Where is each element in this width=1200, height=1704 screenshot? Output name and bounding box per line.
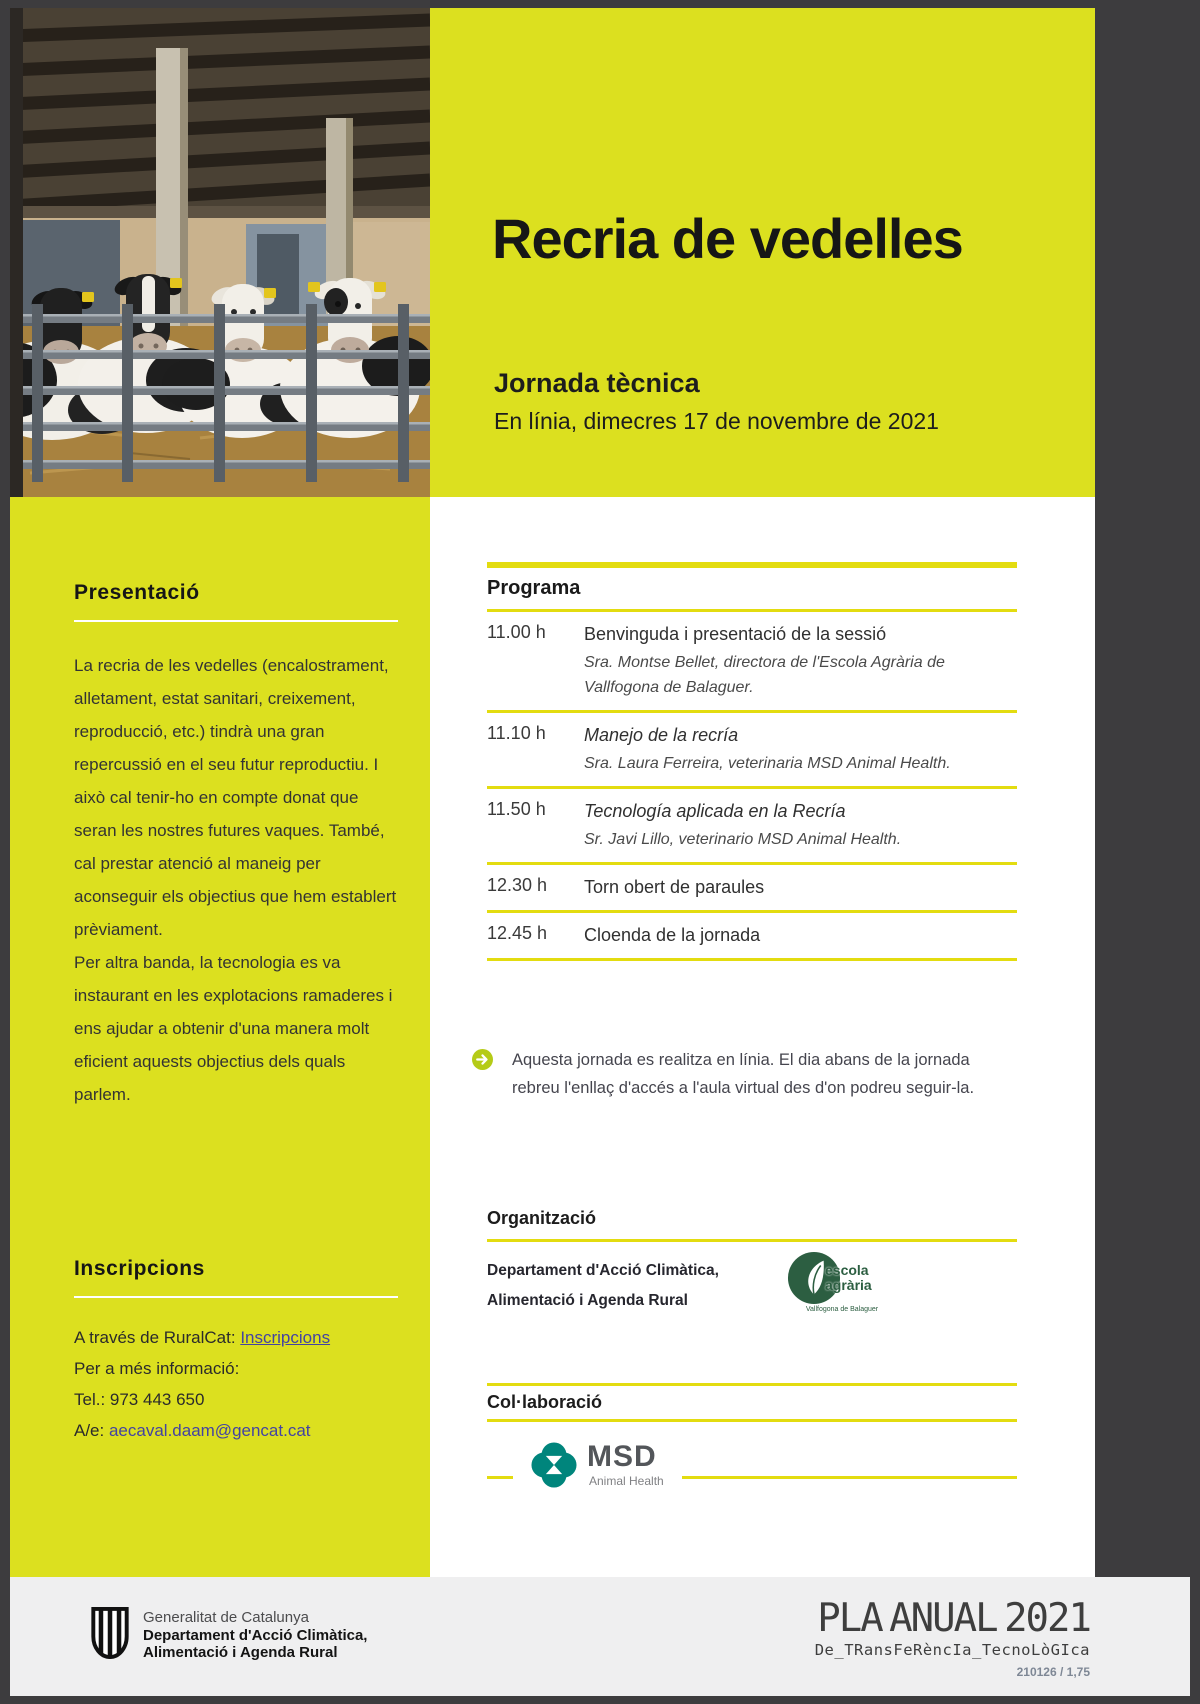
- plan-reference: 210126 / 1,75: [1016, 1665, 1090, 1679]
- plan-subtitle: De_TRansFeRèncIa_TecnoLòGIca: [814, 1641, 1090, 1659]
- event-type: Jornada tècnica: [494, 368, 700, 398]
- email-link[interactable]: aecaval.daam@gencat.cat: [108, 1421, 311, 1440]
- program-item-title: Torn obert de paraules: [584, 877, 765, 897]
- footer: [10, 1577, 1190, 1696]
- plan-title: PLA ANUAL 2021: [817, 1596, 1090, 1641]
- heading-underline: [74, 620, 398, 622]
- email-prefix: A/e:: [74, 1421, 109, 1440]
- program-item-time: 11.10 h: [487, 723, 546, 743]
- left-column: [10, 497, 430, 1577]
- program-item-title: Cloenda de la jornada: [584, 925, 761, 945]
- organization-section: [487, 1208, 1017, 1316]
- program-item: [487, 713, 1017, 789]
- event-date: En línia, dimecres 17 de novembre de 2021: [494, 408, 939, 434]
- presentation-paragraph-1: La recria de les vedelles (encalostrament, alletament, estat sanitari, creixement, reproducció, etc.) tindrà una gran repercussió en el seu futur reproductiu. I això cal tenir-ho en compte donat que seran les nostres futures vaques. També, cal prestar atenció al maneig per aconseguir els objectius que hem establert prèviament.: [74, 656, 397, 939]
- program-item-time: 11.00 h: [487, 622, 546, 642]
- pla-anual-logo: [814, 1596, 1090, 1679]
- inscriptions-section: [74, 1257, 398, 1446]
- organization-name-line1: Departament d'Acció Climàtica,: [487, 1262, 719, 1279]
- escola-logo-caption: Vallfogona de Balaguer: [805, 1306, 879, 1313]
- msd-clover-icon: [531, 1442, 577, 1488]
- arrow-right-circle-icon: [472, 1049, 493, 1075]
- program-heading: Programa: [487, 577, 581, 599]
- generalitat-shield-icon: [90, 1607, 130, 1660]
- page-title: Recria de vedelles: [492, 207, 963, 270]
- escola-agraria-logo: [787, 1251, 937, 1313]
- program-item: [487, 865, 1017, 913]
- program-item: [487, 789, 1017, 865]
- program-section: [487, 562, 1017, 961]
- msd-animal-health-logo: [513, 1442, 682, 1488]
- inscriptions-heading: Inscripcions: [74, 1257, 205, 1280]
- cows-photo: [10, 8, 430, 497]
- msd-logo-name: MSD: [587, 1440, 657, 1473]
- program-item-speaker: Sra. Laura Ferreira, veterinaria MSD Animal Health.: [584, 755, 951, 772]
- organization-name-line2: Alimentació i Agenda Rural: [487, 1292, 688, 1309]
- msd-logo-subtitle: Animal Health: [589, 1474, 664, 1488]
- gov-line2: Departament d'Acció Climàtica,: [143, 1626, 368, 1644]
- organization-heading: Organització: [487, 1208, 597, 1228]
- presentation-section: [74, 581, 398, 1111]
- program-item-title: Tecnología aplicada en la Recría: [584, 801, 846, 821]
- program-item-time: 11.50 h: [487, 799, 546, 819]
- program-item-speaker: Sra. Montse Bellet, directora de l'Escola Agrària de Vallfogona de Balaguer.: [584, 654, 945, 696]
- generalitat-block: [90, 1607, 367, 1662]
- program-item-speaker: Sr. Javi Lillo, veterinario MSD Animal Health.: [584, 831, 902, 848]
- section-rule: [487, 1239, 1017, 1242]
- right-column: [430, 497, 1095, 1577]
- inscriptions-link[interactable]: Inscripcions: [240, 1328, 331, 1347]
- ruralcat-prefix: A través de RuralCat:: [74, 1328, 241, 1347]
- program-item-time: 12.45 h: [487, 923, 548, 943]
- gov-line1: Generalitat de Catalunya: [143, 1609, 309, 1626]
- gov-line3: Alimentació i Agenda Rural: [143, 1644, 338, 1661]
- collaboration-section: [487, 1383, 1017, 1512]
- program-item: [487, 913, 1017, 961]
- program-item: [487, 612, 1017, 713]
- presentation-heading: Presentació: [74, 581, 200, 604]
- collaboration-heading: Col·laboració: [487, 1392, 603, 1412]
- phone-line: Tel.: 973 443 650: [74, 1390, 205, 1409]
- program-item-title: Manejo de la recría: [584, 725, 739, 745]
- online-note-text: Aquesta jornada es realitza en línia. El dia abans de la jornada rebreu l'enllaç d'accés a l'aula virtual des d'on podreu seguir-la.: [512, 1051, 975, 1097]
- program-rows: [487, 612, 1017, 961]
- cows-photo-illustration: [10, 8, 430, 497]
- escola-logo-text-line1: escola: [825, 1262, 869, 1278]
- program-item-title: Benvinguda i presentació de la sessió: [584, 624, 887, 644]
- email-line: [74, 1415, 398, 1446]
- program-item-time: 12.30 h: [487, 875, 548, 895]
- presentation-paragraph-2: Per altra banda, la tecnologia es va instaurant en les explotacions ramaderes i ens ajudar a obtenir d'una manera molt eficient aquests objectius dels quals parlem.: [74, 953, 393, 1104]
- info-line: Per a més informació:: [74, 1359, 240, 1378]
- heading-underline: [74, 1296, 398, 1298]
- ruralcat-line: [74, 1322, 398, 1353]
- escola-logo-text-line2: agrària: [825, 1277, 872, 1293]
- header-band: [430, 8, 1095, 497]
- online-note: [472, 1046, 1032, 1102]
